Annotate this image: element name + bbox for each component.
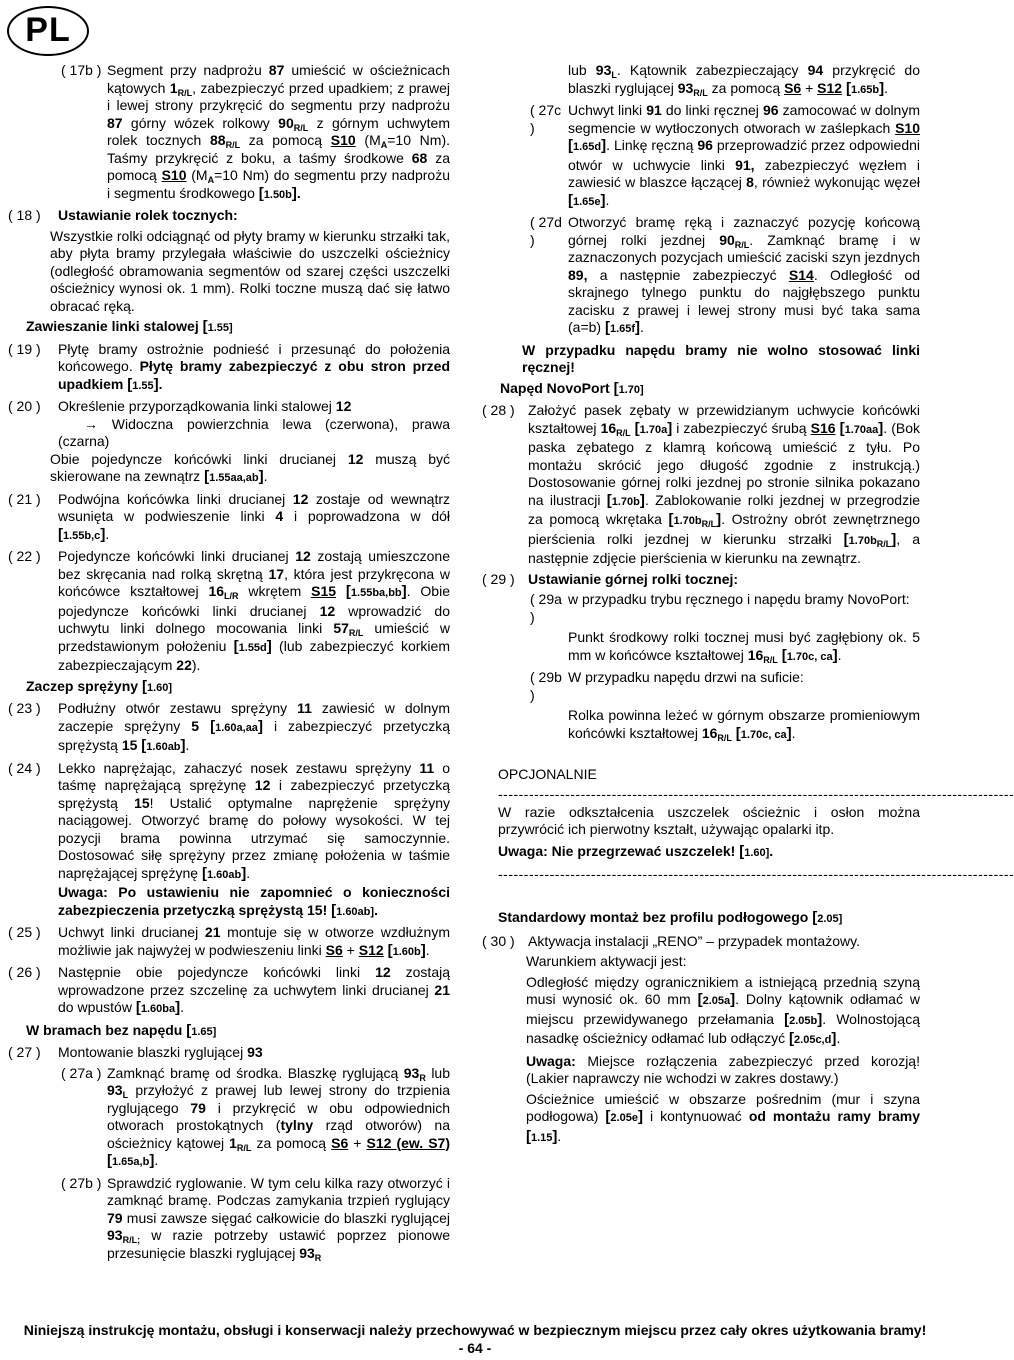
step-18 (8, 207, 450, 225)
step-text: Założyć pasek zębaty w przewidzianym uchwycie końcówki kształtowej $16_{R/L}$ [1.70a] i zabezpieczyć śrubą S16 [1.70aa]. (Bok paska zębatego z klamrą końcową umieścić z tyłu. Po montażu skrócić jego długość zgodnie z instrukcją.) Dostosowanie górnej rolki jezdnej po stronie silnika pokazano na ilustracji [1.70b]. Zablokowanie rolki jezdnej w przegrodzie za pomocą wkrętaka $[1.70b_{R/L}]$. Ostrożny obrót zewnętrznego pierścienia rolki jezdnej w kierunku strzałki $[1.70b_{R/L}]$, a następnie zdjęcie pierścienia w kierunku na zewnątrz. (528, 402, 921, 566)
step-label: ( 25 ) (8, 924, 41, 940)
step-label: ( 27b ) (61, 1174, 102, 1191)
step-29b (530, 669, 920, 704)
step-17b (61, 62, 450, 204)
section-heading: W bramach bez napędu [1.65] (26, 1021, 217, 1039)
step-label: ( 27 ) (8, 1044, 41, 1060)
step-30-p2: Uwaga: Miejsce rozłączenia zabezpieczyć przed korozją! (Lakier naprawczy nie wchodzi w zakres dostawy.) (526, 1052, 920, 1086)
step-label: ( 24 ) (8, 759, 41, 776)
step-title: Aktywacja instalacji „RENO” – przypadek montażowy. (528, 932, 860, 949)
step-title: Ustawianie rolek tocznych: (58, 207, 238, 223)
step-27c (530, 102, 920, 211)
language-badge: PL (7, 6, 89, 56)
drive-warning: W przypadku napędu bramy nie wolno stosować linki ręcznej! (522, 341, 920, 375)
right-column (482, 62, 1014, 1150)
step-text: Lekko naprężając, zahaczyć nosek zestawu sprężyny 11 o taśmę naprężającą sprężynę 12 i zabezpieczyć przetyczką sprężystą 15! Ustalić optymalne naprężenie sprężyny naciągowej. Otworzyć bramę do połowy wysokości. W tej pozycji brama powinna utrzymać się samoczynnie. Dostosować siłę sprężyny przez zmianę położenia w taśmie naprężającej sprężynę [1.60ab]. (58, 759, 450, 882)
step-28 (482, 402, 920, 568)
separator: ---------------------------------------------------------------------------------------------------- (498, 866, 1014, 882)
step-20 (8, 398, 450, 416)
step-24-warning: Uwaga: Po ustawieniu nie zapomnieć o konieczności zabezpieczenia przetyczką sprężystą 15! [1.60ab]. (58, 884, 450, 919)
section-heading: Zawieszanie linki stalowej [1.55] (26, 318, 233, 335)
step-27a (61, 1065, 450, 1172)
section-heading: Standardowy montaż bez profilu podłogowego [2.05] (498, 909, 843, 926)
optional-text: W razie odkształcenia uszczelek ościeżnic i osłon można przywrócić ich pierwotny kształt, używając opalarki itp. (498, 803, 920, 837)
step-text: Uchwyt linki 91 do linki ręcznej 96 zamocować w dolnym segmencie w wytłoczonych otworach w zaślepkach S10 [1.65d]. Linkę ręczną 96 przeprowadzić przez odpowiedni otwór w uchwycie linki 91, zabezpieczyć węzłem i zawiesić w blaszce łączącej 8, również wykonując węzeł [1.65e]. (568, 102, 920, 209)
step-20-visible-surface: → Widoczna powierzchnia lewa (czerwona), prawa (czarna) (58, 415, 450, 449)
left-column (8, 62, 450, 1265)
footer-note: Niniejszą instrukcję montażu, obsługi i konserwacji należy przechowywać w bezpiecznym miejscu przez cały okres użytkowania bramy! (23, 1322, 927, 1338)
step-27b-continued: lub $93_L$. Kątownik zabezpieczający 94 przykręcić do blaszki ryglującej $93_{R/L}$ za pomocą S6 + S12 [1.65b]. (568, 62, 920, 98)
step-29b-text: Rolka powinna leżeć w górnym obszarze promieniowym końcówki kształtowej $16_{R/L}$ [1.70c, ca]. (568, 707, 920, 743)
step-30 (482, 933, 920, 951)
step-22 (8, 548, 450, 675)
step-text: Zamknąć bramę od środka. Blaszkę ryglującą $93_R$ lub $93_L$ przyłożyć z prawej lub lewej strony do trzpienia ryglującego 79 i przykręcić w obu odpowiednich otworach prostokątnych (tylny rząd otworów) na ościeżnicy kątowej $1_{R/L}$ za pomocą S6 + S12 (ew. S7) [1.65a,b]. (107, 1064, 451, 1169)
step-27b (61, 1175, 450, 1263)
step-label: ( 27c ) (530, 102, 562, 136)
step-label: ( 18 ) (8, 207, 41, 223)
step-text: Uchwyt linki drucianej 21 montuje się w otworze wzdłużnym możliwie jak najwyżej w podwieszeniu linki S6 + S12 [1.60b]. (58, 924, 451, 959)
step-label: ( 29b ) (530, 669, 562, 703)
step-label: ( 19 ) (8, 340, 41, 357)
step-label: ( 27a ) (61, 1064, 102, 1081)
step-24 (8, 760, 450, 885)
step-26 (8, 964, 450, 1019)
step-18-text: Wszystkie rolki odciągnąć od płyty bramy w kierunku strzałki tak, aby płyta bramy przylegała właściwie do uszczelki ościeżnicy (odległość obramowania segmentów od szarej części uszczelki ościeżnicy wynosi ok. 1 mm). Rolki toczne muszą dać się łatwo obracać ręką. (50, 227, 450, 314)
step-title: Ustawianie górnej rolki tocznej: (528, 570, 739, 587)
step-29a (530, 591, 920, 626)
step-30-p3: Ościeżnice umieścić w obszarze pośrednim (mur i szyna podłogowa) [2.05e] i kontynuować od montażu ramy bramy [1.15]. (526, 1090, 920, 1145)
step-27 (8, 1044, 450, 1062)
step-label: ( 29a ) (530, 591, 562, 625)
optional-label: OPCJONALNIE (498, 766, 597, 782)
step-29a-text: Punkt środkowy rolki tocznej musi być zagłębiony ok. 5 mm w końcówce kształtowej $16_{R/L}$ [1.70c, ca]. (568, 629, 920, 665)
step-text: Pojedyncze końcówki linki drucianej 12 zostają umieszczone bez skręcania nad rolką skrętną 17, która jest przykręcona w końcówce kształtowej $16_{L/R}$ wkrętem S15 [1.55ba,bb]. Obie pojedyncze końcówki linki drucianej 12 wprowadzić do uchwytu linki dolnego mocowania linki $57_{R/L}$ umieścić w przedstawionym położeniu [1.55d] (lub zabezpieczyć korkiem zabezpieczającym 22). (58, 548, 450, 673)
section-heading: Zaczep sprężyny [1.60] (26, 677, 173, 695)
step-label: ( 28 ) (482, 402, 515, 418)
step-label: ( 21 ) (8, 490, 41, 507)
step-text: Montowanie blaszki ryglującej 93 (58, 1044, 263, 1060)
step-text: Sprawdzić ryglowanie. W tym celu kilka razy otworzyć i zamknąć bramę. Podczas zamykania trzpień ryglujący 79 musi zawsze sięgać całkowicie do blaszki ryglującej $93_{R/L;}$ w razie potrzeby ustawić poprzez pionowe przesunięcie blaszki ryglującej $93_R$ (107, 1174, 450, 1263)
optional-warning: Uwaga: Nie przegrzewać uszczelek! [1.60]. (498, 842, 774, 860)
step-text: Otworzyć bramę ręką i zaznaczyć pozycję końcową górnej rolki jezdnej $90_{R/L}$. Zamknąć bramę i w zaznaczonych pozycjach umieścić zaciski szyn jezdnych 89, a następnie zabezpieczyć S14. Odległość od skrajnego tylnego punktu do najgłębszego punktu zacisku z prawej i lewej strony musi być taka sama (a=b) [1.65f]. (568, 214, 920, 336)
step-label: ( 29 ) (482, 570, 515, 587)
step-text: Podwójna końcówka linki drucianej 12 zostaje od wewnątrz wsunięta w podwieszenie linki 4 i poprowadzona w dół [1.55b,c]. (58, 490, 451, 543)
step-label: ( 17b ) (61, 62, 102, 78)
step-label: ( 30 ) (482, 932, 515, 949)
step-text: Segment przy nadprożu 87 umieścić w ościeżnicach kątowych $1_{R/L}$, zabezpieczyć przed upadkiem; z prawej i lewej strony przykręcić do segmentu przy nadprożu 87 górny wózek rolkowy $90_{R/L}$ z górnym uchwytem rolek tocznych $88_{R/L}$ za pomocą S10 ($M_A=10$ Nm). Taśmy przykręcić z boku, a taśmy środkowe 68 za pomocą S10 ($M_A=10$ Nm) do segmentu przy nadprożu i segmentu środkowego [1.50b]. (107, 62, 451, 202)
step-label: ( 22 ) (8, 548, 41, 564)
step-label: ( 26 ) (8, 964, 41, 980)
step-text: Następnie obie pojedyncze końcówki linki 12 zostają wprowadzone przez szczelinę za uchwytem linki drucianej 21 do wpustów [1.60ba]. (58, 964, 451, 1016)
step-29 (482, 571, 920, 589)
step-30-p1: Odległość między ogranicznikiem a istniejącą przednią szyną musi wynosić ok. 60 mm [2.05a]. Dolny kątownik odłamać w miejscu przewidywanego przełamania [2.05b]. Wolnostojącą nasadkę ościeżnicy odłamać lub odłączyć [2.05c,d]. (526, 973, 920, 1047)
step-30-condition: Warunkiem aktywacji jest: (526, 953, 687, 969)
section-heading: Napęd NovoPort [1.70] (500, 379, 644, 397)
step-text: Określenie przyporządkowania linki stalowej 12 (58, 398, 352, 414)
step-label: ( 23 ) (8, 700, 41, 716)
step-label: ( 20 ) (8, 398, 41, 414)
step-21 (8, 491, 450, 546)
separator: ---------------------------------------------------------------------------------------------------- (498, 785, 1014, 802)
step-text: Płytę bramy ostrożnie podnieść i przesunąć do położenia końcowego. Płytę bramy zabezpieczyć z obu stron przed upadkiem [1.55]. (58, 340, 450, 393)
step-20-ends: Obie pojedyncze końcówki linki drucianej 12 muszą być skierowane na zewnątrz [1.55aa,ab]. (50, 450, 450, 485)
step-text: W przypadku napędu drzwi na suficie: (568, 669, 804, 685)
step-text: w przypadku trybu ręcznego i napędu bramy NovoPort: (568, 591, 910, 607)
step-19 (8, 341, 450, 396)
step-label: ( 27d ) (530, 214, 562, 248)
step-27d (530, 214, 920, 339)
step-text: Podłużny otwór zestawu sprężyny 11 zawiesić w dolnym zaczepie sprężyny 5 [1.60a,aa] i zabezpieczyć przetyczką sprężystą 15 [1.60ab]. (58, 700, 451, 754)
step-23 (8, 700, 450, 757)
page-number: - 64 - (458, 1340, 492, 1356)
step-25 (8, 924, 450, 961)
